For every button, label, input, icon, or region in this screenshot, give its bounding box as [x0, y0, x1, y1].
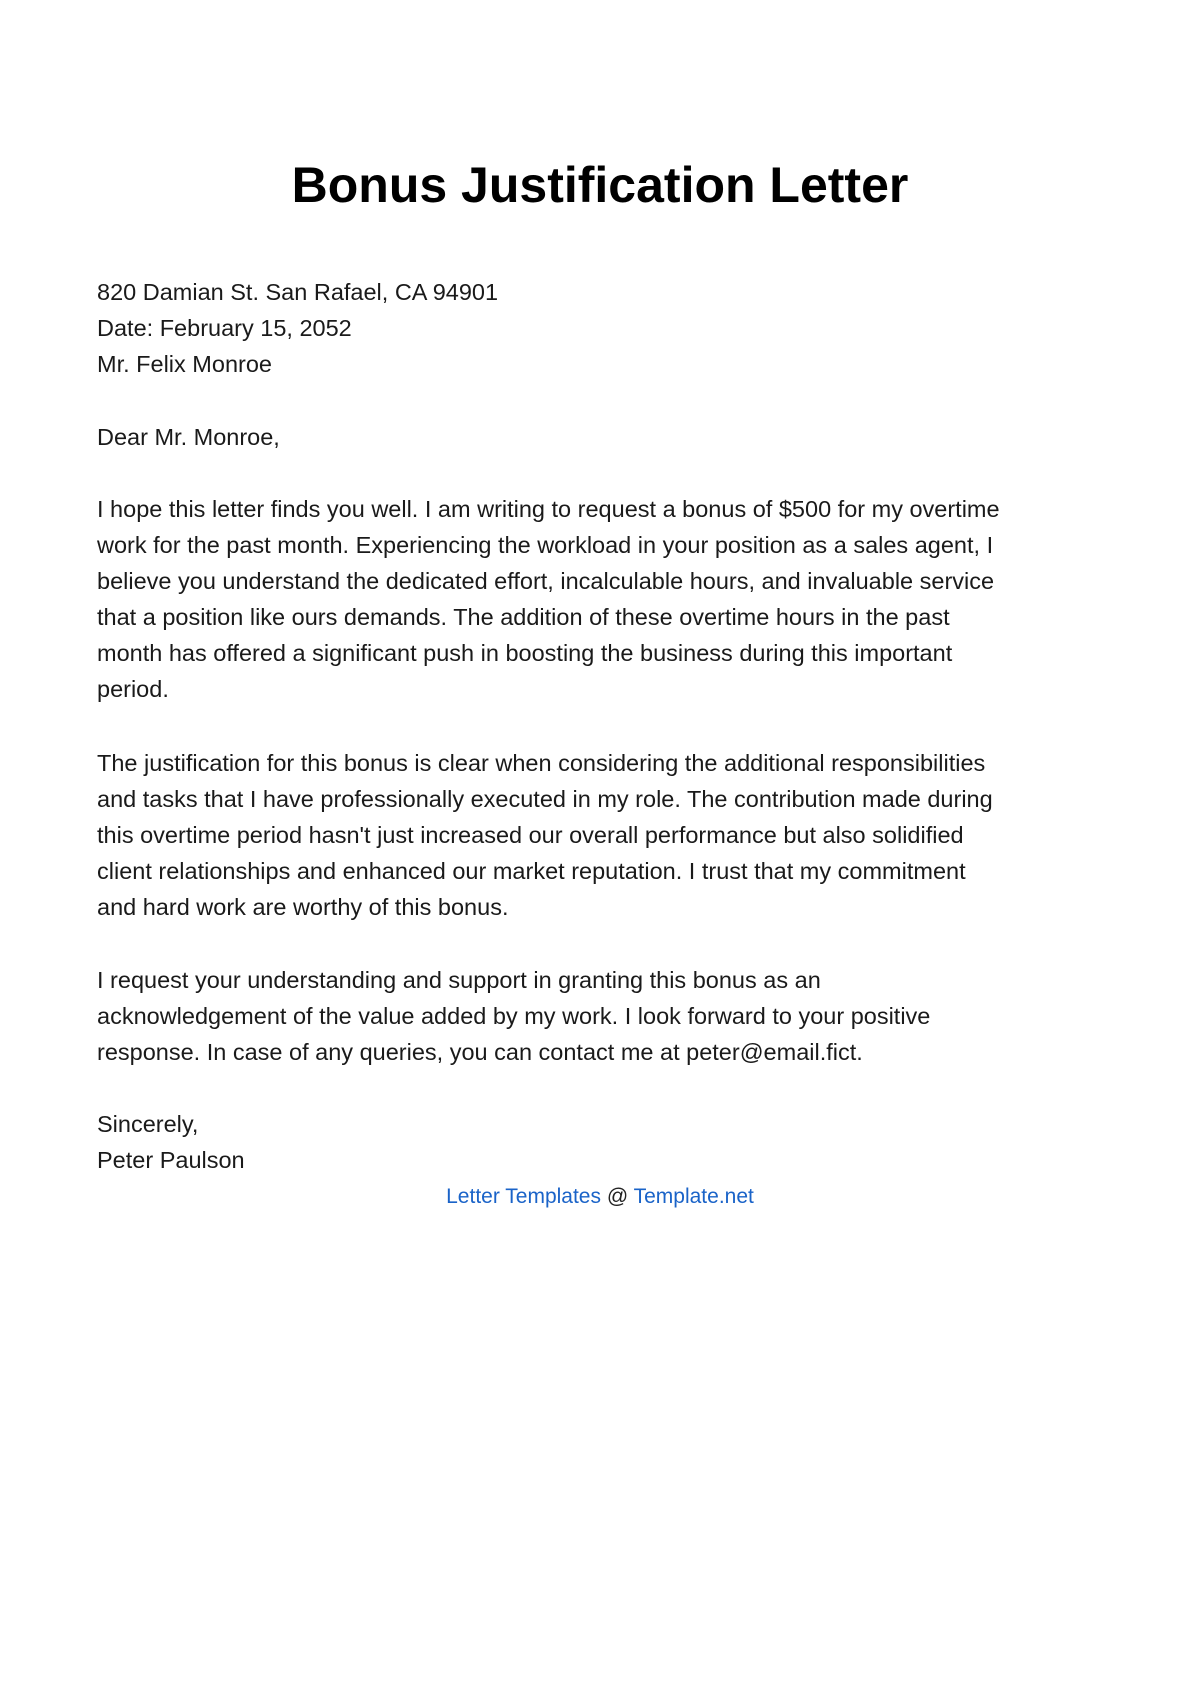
paragraph-line: I request your understanding and support in granting this bonus as an [97, 967, 821, 993]
closing-text: Sincerely, [97, 1111, 199, 1137]
paragraph-line: and hard work are worthy of this bonus. [97, 894, 509, 920]
footer-separator: @ [601, 1185, 634, 1208]
paragraph-line: work for the past month. Experiencing the workload in your position as a sales agent, I [97, 532, 994, 558]
paragraph-line: I hope this letter finds you well. I am writing to request a bonus of $500 for my overtime [97, 496, 1000, 522]
template-net-link[interactable]: Template.net [633, 1185, 754, 1208]
sender-address: 820 Damian St. San Rafael, CA 94901 [97, 279, 499, 305]
paragraph-line: this overtime period hasn't just increased our overall performance but also solidified [97, 822, 964, 848]
paragraph-line: response. In case of any queries, you can contact me at peter@email.fict. [97, 1039, 863, 1065]
paragraph-line: and tasks that I have professionally executed in my role. The contribution made during [97, 786, 993, 812]
footer-credit [0, 1183, 1200, 1211]
signature-name: Peter Paulson [97, 1147, 245, 1173]
paragraph-line: period. [97, 676, 169, 702]
letter-templates-link[interactable]: Letter Templates [446, 1185, 601, 1208]
paragraph-line: that a position like ours demands. The addition of these overtime hours in the past [97, 604, 950, 630]
paragraph-line: month has offered a significant push in boosting the business during this important [97, 640, 953, 666]
page-title: Bonus Justification Letter [291, 157, 909, 213]
closing-block [97, 1106, 1107, 1178]
address-block [97, 274, 1107, 382]
paragraph-line: believe you understand the dedicated effort, incalculable hours, and invaluable service [97, 568, 995, 594]
paragraph-2 [97, 745, 1107, 925]
paragraph-line: The justification for this bonus is clear when considering the additional responsibilities [97, 750, 986, 776]
paragraph-3 [97, 962, 1107, 1070]
salutation-text: Dear Mr. Monroe, [97, 424, 280, 450]
salutation [97, 419, 1107, 455]
recipient-name: Mr. Felix Monroe [97, 351, 272, 377]
paragraph-1 [97, 491, 1107, 707]
letter-date: Date: February 15, 2052 [97, 315, 352, 341]
paragraph-line: acknowledgement of the value added by my work. I look forward to your positive [97, 1003, 931, 1029]
paragraph-line: client relationships and enhanced our market reputation. I trust that my commitment [97, 858, 966, 884]
